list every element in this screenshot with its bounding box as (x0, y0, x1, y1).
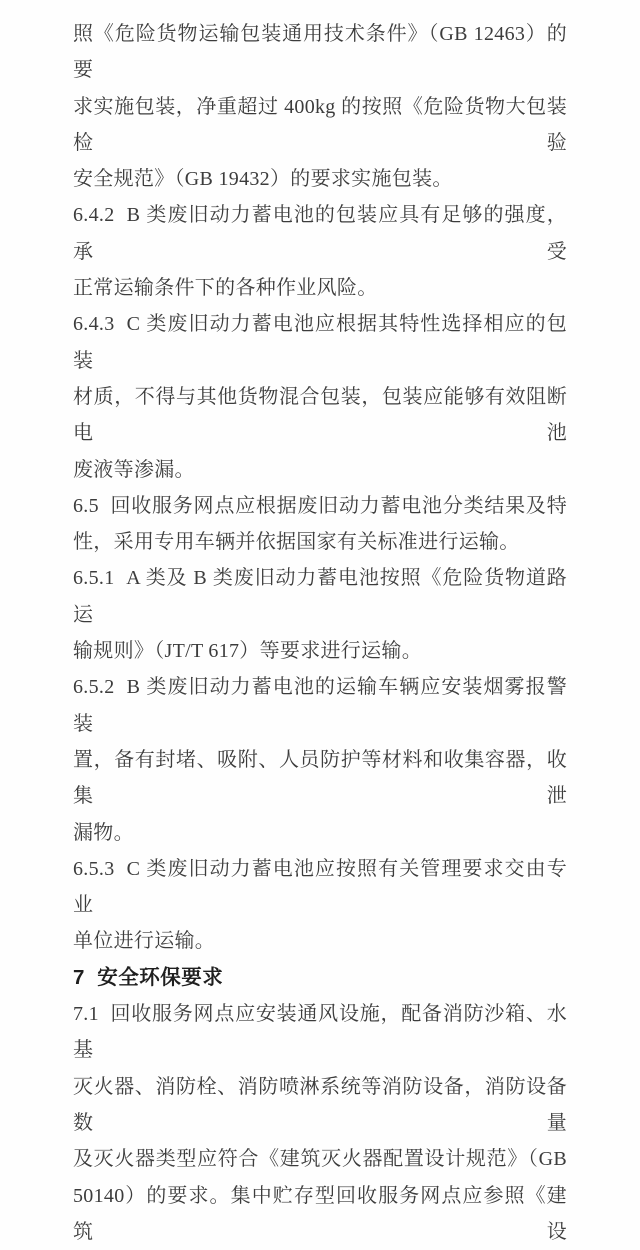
text-line: 6.4.3 C 类废旧动力蓄电池应根据其特性选择相应的包装 (73, 306, 567, 379)
text-line: 材质，不得与其他货物混合包装，包装应能够有效阻断电池 (73, 379, 567, 452)
text-line: 6.5 回收服务网点应根据废旧动力蓄电池分类结果及特 (73, 488, 567, 524)
text-line: 漏物。 (73, 815, 567, 851)
text-line: 性，采用专用车辆并依据国家有关标准进行运输。 (73, 524, 567, 560)
text-line: 照《危险货物运输包装通用技术条件》（GB 12463）的要 (73, 16, 567, 89)
text-line: 安全规范》（GB 19432）的要求实施包装。 (73, 161, 567, 197)
text-line: 正常运输条件下的各种作业风险。 (73, 270, 567, 306)
text-line: 6.5.1 A 类及 B 类废旧动力蓄电池按照《危险货物道路运 (73, 560, 567, 633)
text-line: 50140）的要求。集中贮存型回收服务网点应参照《建筑设 (73, 1178, 567, 1250)
text-line: 废液等渗漏。 (73, 452, 567, 488)
text-line: 6.4.2 B 类废旧动力蓄电池的包装应具有足够的强度，承受 (73, 197, 567, 270)
section-heading: 7 安全环保要求 (73, 960, 567, 996)
text-line: 7.1 回收服务网点应安装通风设施，配备消防沙箱、水基 (73, 996, 567, 1069)
text-line: 求实施包装，净重超过 400kg 的按照《危险货物大包装检验 (73, 89, 567, 162)
text-line: 灭火器、消防栓、消防喷淋系统等消防设备，消防设备数量 (73, 1069, 567, 1142)
text-line: 及灭火器类型应符合《建筑灭火器配置设计规范》（GB (73, 1141, 567, 1177)
text-line: 6.5.3 C 类废旧动力蓄电池应按照有关管理要求交由专业 (73, 851, 567, 924)
text-line: 置，备有封堵、吸附、人员防护等材料和收集容器，收集泄 (73, 742, 567, 815)
text-line: 输规则》（JT/T 617）等要求进行运输。 (73, 633, 567, 669)
text-line: 单位进行运输。 (73, 923, 567, 959)
text-line: 6.5.2 B 类废旧动力蓄电池的运输车辆应安装烟雾报警装 (73, 669, 567, 742)
document-page (73, 16, 567, 1250)
